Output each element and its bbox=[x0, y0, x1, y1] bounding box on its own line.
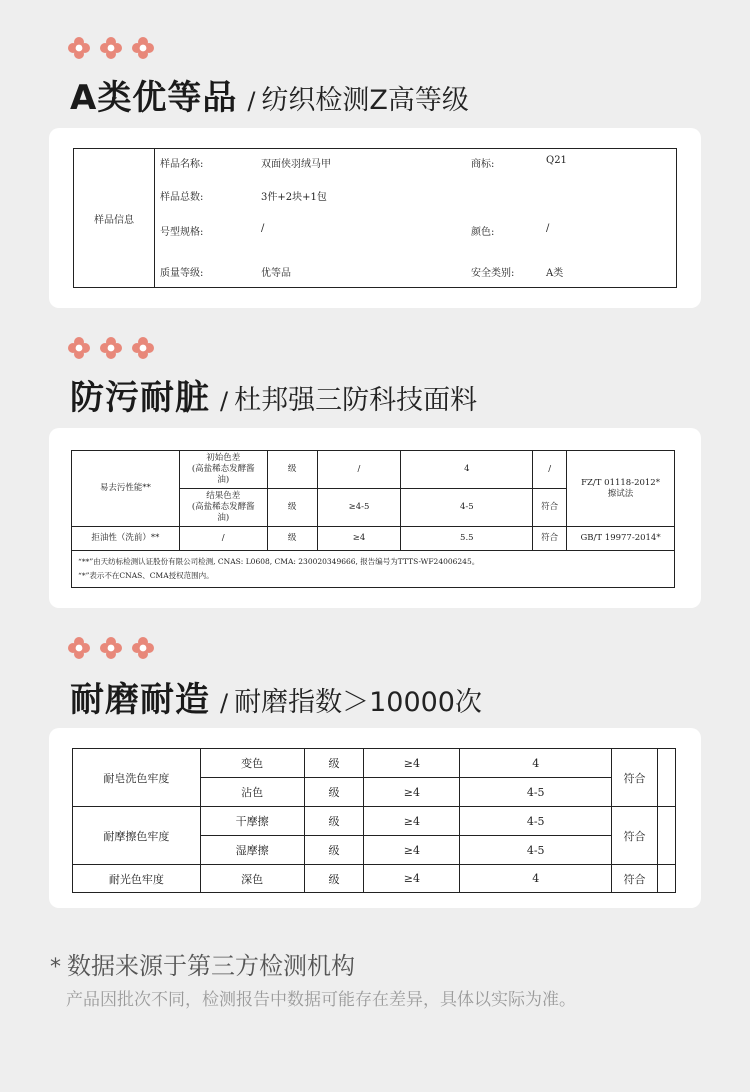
flower-icon bbox=[100, 637, 122, 659]
test-subitem: 初始色差 (高盐稀态发酵酱 油) bbox=[179, 451, 267, 489]
requirement-cell: ≥4 bbox=[364, 836, 460, 865]
fastness-test-table bbox=[72, 748, 676, 893]
requirement-cell: ≥4 bbox=[364, 778, 460, 807]
section-subtitle: 纺织检测Z高等级 bbox=[261, 85, 469, 116]
test-subitem: 干摩擦 bbox=[200, 807, 304, 836]
section-title: 耐磨耐造 bbox=[70, 680, 210, 720]
footnote-line: “*”表示不在CNAS、CMA授权范围内。 bbox=[78, 571, 214, 580]
blank-cell bbox=[657, 807, 675, 865]
field-label: 安全类别: bbox=[471, 268, 515, 279]
field-value: 3件+2块+1包 bbox=[261, 192, 327, 203]
decorative-flowers bbox=[68, 37, 154, 59]
result-cell: 5.5 bbox=[401, 527, 533, 551]
blank-cell bbox=[657, 865, 675, 893]
unit-cell: 级 bbox=[304, 836, 364, 865]
footnote bbox=[72, 551, 675, 588]
unit-cell: 级 bbox=[267, 527, 317, 551]
result-cell: 4 bbox=[401, 451, 533, 489]
separator: / bbox=[247, 87, 256, 115]
standard-cell: GB/T 19977-2014* bbox=[567, 527, 675, 551]
flower-icon bbox=[132, 337, 154, 359]
result-cell: 4 bbox=[460, 749, 612, 778]
section-heading-stain bbox=[70, 370, 477, 419]
source-note-title bbox=[50, 946, 355, 981]
requirement-cell: / bbox=[317, 451, 401, 489]
flower-icon bbox=[68, 37, 90, 59]
field-value: 优等品 bbox=[261, 268, 291, 279]
result-cell: 4-5 bbox=[460, 778, 612, 807]
unit-cell: 级 bbox=[304, 865, 364, 893]
disclaimer-text: 产品因批次不同，检测报告中数据可能存在差异，具体以实际为准。 bbox=[66, 990, 576, 1010]
test-item: 耐摩擦色牢度 bbox=[73, 807, 201, 865]
field-value: 双面侠羽绒马甲 bbox=[261, 159, 331, 170]
result-cell: 4-5 bbox=[401, 489, 533, 527]
unit-cell: 级 bbox=[304, 778, 364, 807]
source-title-text: 数据来源于第三方检测机构 bbox=[67, 952, 355, 980]
test-subitem: 深色 bbox=[200, 865, 304, 893]
stain-test-card bbox=[49, 428, 701, 608]
field-value: / bbox=[261, 223, 265, 234]
test-item: 耐光色牢度 bbox=[73, 865, 201, 893]
separator: / bbox=[220, 387, 229, 415]
result-cell: 4-5 bbox=[460, 836, 612, 865]
requirement-cell: ≥4 bbox=[364, 865, 460, 893]
field-value: / bbox=[546, 223, 550, 234]
unit-cell: 级 bbox=[267, 451, 317, 489]
test-subitem: 结果色差 (高盐稀态发酵酱 油) bbox=[179, 489, 267, 527]
field-label: 商标: bbox=[471, 159, 495, 170]
flower-icon bbox=[100, 37, 122, 59]
flower-icon bbox=[68, 337, 90, 359]
decorative-flowers bbox=[68, 337, 154, 359]
verdict-cell: 符合 bbox=[612, 865, 658, 893]
requirement-cell: ≥4 bbox=[364, 749, 460, 778]
requirement-cell: ≥4 bbox=[317, 527, 401, 551]
test-subitem: 湿摩擦 bbox=[200, 836, 304, 865]
decorative-flowers bbox=[68, 637, 154, 659]
verdict-cell: 符合 bbox=[612, 749, 658, 807]
test-item: 拒油性（洗前）** bbox=[72, 527, 180, 551]
verdict-cell: 符合 bbox=[612, 807, 658, 865]
field-label: 质量等级: bbox=[160, 268, 204, 279]
requirement-cell: ≥4-5 bbox=[317, 489, 401, 527]
section-subtitle: 杜邦强三防科技面料 bbox=[234, 385, 478, 416]
field-label: 样品总数: bbox=[160, 192, 204, 203]
flower-icon bbox=[132, 37, 154, 59]
section-title: A类优等品 bbox=[70, 78, 238, 118]
group-label: 样品信息 bbox=[94, 214, 134, 226]
flower-icon bbox=[68, 637, 90, 659]
result-cell: 4 bbox=[460, 865, 612, 893]
section-title: 防污耐脏 bbox=[70, 378, 210, 418]
test-item: 耐皂洗色牢度 bbox=[73, 749, 201, 807]
requirement-cell: ≥4 bbox=[364, 807, 460, 836]
field-label: 样品名称: bbox=[160, 159, 204, 170]
field-value: Q21 bbox=[546, 155, 567, 166]
verdict-cell: 符合 bbox=[533, 527, 567, 551]
blank-cell bbox=[657, 749, 675, 807]
test-subitem: 沾色 bbox=[200, 778, 304, 807]
fastness-test-card bbox=[49, 728, 701, 908]
verdict-cell: 符合 bbox=[533, 489, 567, 527]
flower-icon bbox=[132, 637, 154, 659]
verdict-cell: / bbox=[533, 451, 567, 489]
result-cell: 4-5 bbox=[460, 807, 612, 836]
footnote-line: “**”由天纺标检测认证股份有限公司检测, CNAS: L0608, CMA: 230020349666, 报告编号为TTTS-WF24006245。 bbox=[78, 557, 480, 566]
section-heading-grade bbox=[70, 70, 469, 119]
field-value: A类 bbox=[546, 268, 564, 279]
section-heading-durability bbox=[70, 672, 482, 721]
asterisk: * bbox=[50, 955, 61, 980]
stain-test-table bbox=[71, 450, 675, 588]
separator: / bbox=[220, 689, 229, 717]
standard-cell: FZ/T 01118-2012* 擦试法 bbox=[567, 451, 675, 527]
unit-cell: 级 bbox=[304, 749, 364, 778]
unit-cell: 级 bbox=[267, 489, 317, 527]
test-subitem: 变色 bbox=[200, 749, 304, 778]
section-subtitle: 耐磨指数＞10000次 bbox=[234, 687, 482, 718]
field-label: 颜色: bbox=[471, 227, 495, 238]
test-item: 易去污性能** bbox=[72, 451, 180, 527]
sample-info-card bbox=[49, 128, 701, 308]
unit-cell: 级 bbox=[304, 807, 364, 836]
field-label: 号型规格: bbox=[160, 227, 204, 238]
test-subitem: / bbox=[179, 527, 267, 551]
flower-icon bbox=[100, 337, 122, 359]
